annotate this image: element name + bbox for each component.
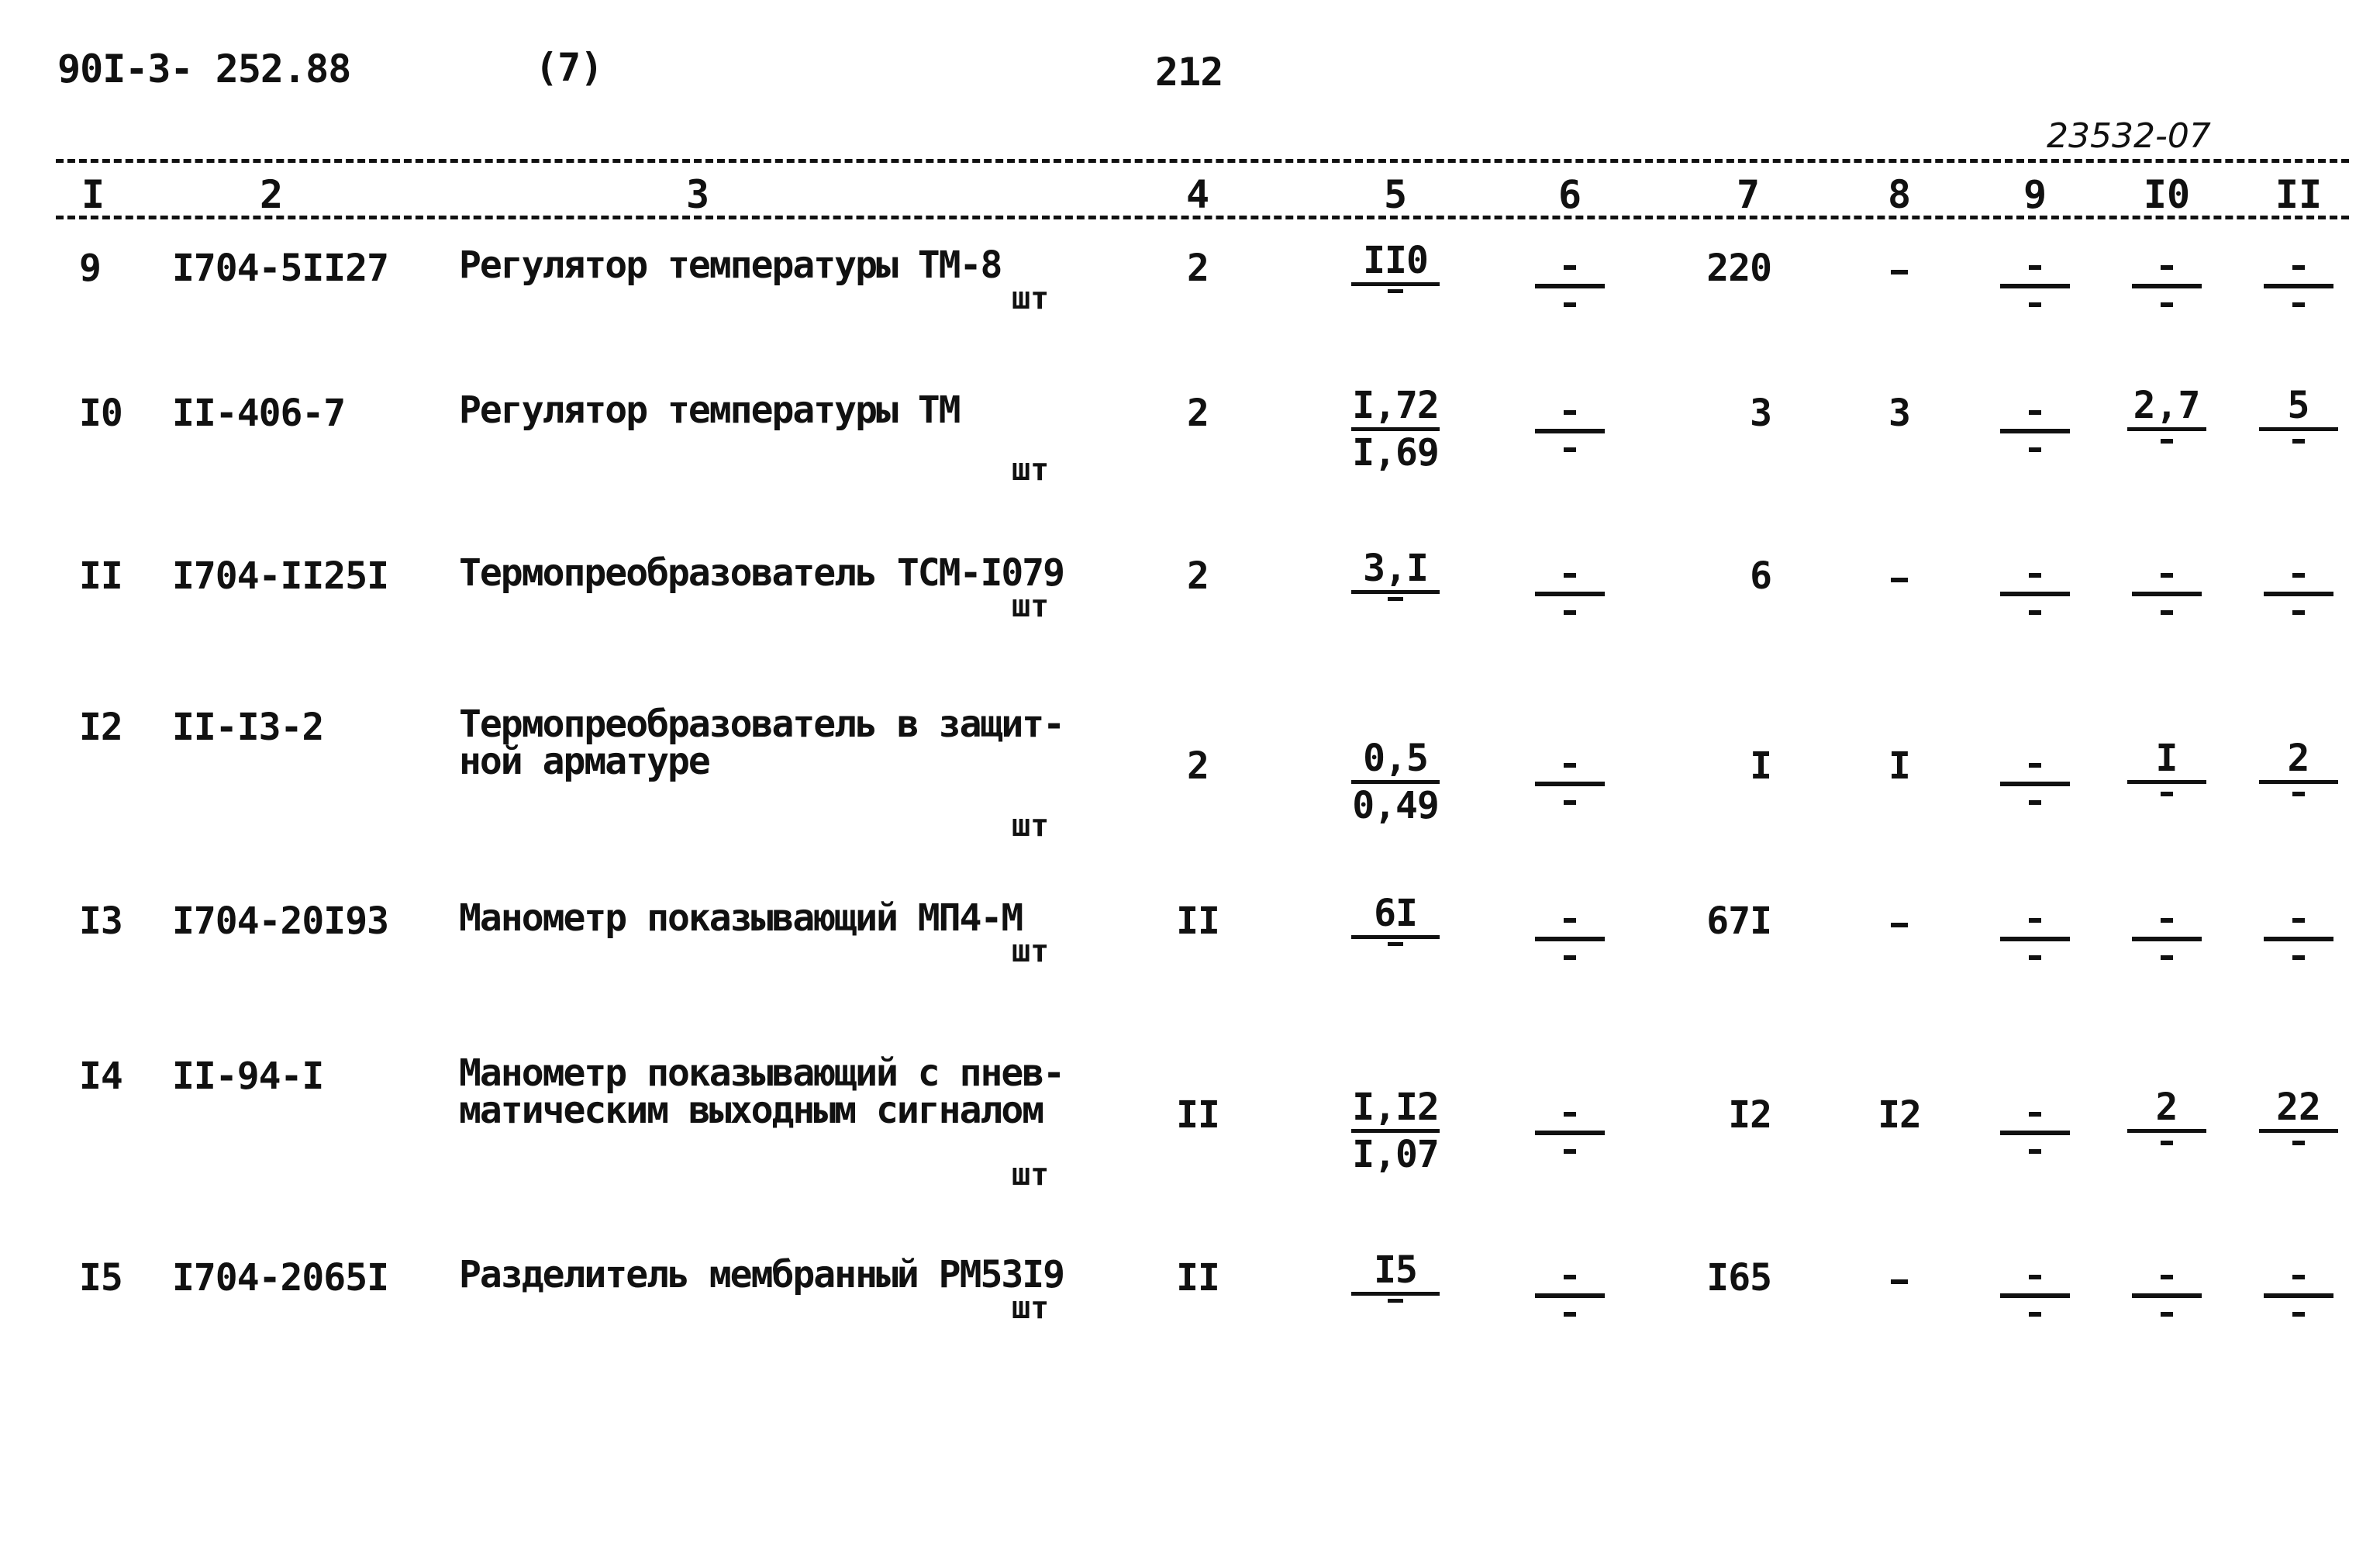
dash-fraction-mark — [1535, 265, 1605, 312]
fraction-denominator-dash — [1388, 942, 1403, 946]
quantity: II — [1176, 1093, 1219, 1137]
weight-fraction — [1345, 240, 1446, 293]
empty-dash — [1891, 923, 1908, 927]
item-code: II-I3-2 — [172, 706, 324, 749]
fraction-denominator: 0,49 — [1352, 784, 1439, 827]
dash-fraction-mark — [2000, 1112, 2070, 1158]
fraction-bar — [1351, 935, 1440, 939]
unit-label: шт — [1012, 934, 1050, 969]
fraction-numerator: I — [2155, 737, 2178, 780]
dash-fraction-mark — [2264, 1275, 2333, 1321]
item-name: Разделитель мембранный РМ53I9 — [459, 1253, 1064, 1296]
column-header: 6 — [1557, 172, 1582, 217]
quantity: 2 — [1187, 247, 1209, 290]
row-number: 9 — [79, 247, 101, 290]
column-header: 2 — [259, 172, 284, 217]
weight-fraction — [1345, 548, 1446, 601]
row-number: I5 — [79, 1256, 122, 1300]
row-number: II — [79, 554, 122, 598]
dash-fraction-mark — [2000, 265, 2070, 312]
fraction-value — [2124, 385, 2209, 444]
dash-fraction-mark — [2264, 265, 2333, 312]
row-number: I3 — [79, 899, 122, 943]
column-header: I0 — [2143, 172, 2191, 217]
item-name: Термопреобразователь ТСМ-I079 — [459, 551, 1064, 595]
fraction-numerator: 2 — [2155, 1086, 2178, 1129]
handwritten-number: 23532-07 — [2047, 116, 2211, 156]
value-col-7: 220 — [1706, 247, 1771, 290]
item-name: ной арматуре — [459, 740, 709, 783]
fraction-denominator-dash — [1388, 597, 1403, 601]
dash-fraction-mark — [2132, 918, 2202, 965]
dash-fraction-mark — [2132, 1275, 2202, 1321]
unit-label: шт — [1012, 281, 1050, 316]
fraction-numerator: 3,I — [1363, 547, 1428, 590]
fraction-bar — [2127, 780, 2206, 784]
fraction-value — [2256, 1087, 2341, 1145]
fraction-denominator: I,69 — [1352, 431, 1439, 475]
value-col-7: 6 — [1750, 554, 1771, 598]
item-code: I704-2065I — [172, 1256, 388, 1300]
weight-fraction — [1345, 1250, 1446, 1303]
weight-fraction — [1345, 738, 1446, 826]
fraction-bar — [1351, 282, 1440, 286]
value-col-7: I65 — [1706, 1256, 1771, 1300]
fraction-denominator-dash — [2292, 792, 2305, 796]
fraction-numerator: 2,7 — [2133, 384, 2201, 427]
fraction-numerator: II0 — [1363, 239, 1428, 282]
fraction-denominator-dash — [2292, 1141, 2305, 1145]
fraction-denominator-dash — [2161, 792, 2173, 796]
fraction-denominator: I,07 — [1352, 1133, 1439, 1176]
column-header: I — [81, 172, 105, 217]
value-col-8: I — [1888, 744, 1910, 788]
dash-fraction-mark — [2132, 265, 2202, 312]
dash-fraction-mark — [1535, 763, 1605, 810]
fraction-denominator-dash — [2161, 439, 2173, 444]
weight-fraction — [1345, 893, 1446, 946]
fraction-value — [2256, 738, 2341, 796]
value-col-7: 67I — [1706, 899, 1771, 943]
column-header: II — [2275, 172, 2323, 217]
fraction-value — [2124, 1087, 2209, 1145]
dash-fraction-mark — [2264, 918, 2333, 965]
empty-dash — [1891, 578, 1908, 582]
fraction-value — [2256, 385, 2341, 444]
fraction-bar — [1351, 1292, 1440, 1296]
weight-fraction — [1345, 1087, 1446, 1175]
quantity: II — [1176, 1256, 1219, 1300]
page-number: 212 — [1155, 50, 1223, 95]
item-name: Регулятор температуры ТМ-8 — [459, 243, 1002, 287]
fraction-bar — [2127, 1129, 2206, 1133]
item-name: Манометр показывающий МП4-М — [459, 896, 1023, 940]
item-code: I704-20I93 — [172, 899, 388, 943]
column-header: 9 — [2023, 172, 2047, 217]
fraction-numerator: I,I2 — [1352, 1086, 1439, 1129]
dash-fraction-mark — [2000, 410, 2070, 457]
fraction-bar — [1351, 590, 1440, 594]
value-col-8: I2 — [1878, 1093, 1921, 1137]
fraction-numerator: 0,5 — [1363, 737, 1428, 780]
dash-fraction-mark — [1535, 1112, 1605, 1158]
unit-label: шт — [1012, 1290, 1050, 1326]
fraction-numerator: 2 — [2287, 737, 2310, 780]
empty-dash — [1891, 1279, 1908, 1284]
dash-fraction-mark — [1535, 1275, 1605, 1321]
item-name: Термопреобразователь в защит- — [459, 703, 1064, 746]
fraction-denominator-dash — [1388, 289, 1403, 293]
item-code: II-406-7 — [172, 392, 346, 435]
quantity: 2 — [1187, 392, 1209, 435]
item-name: Регулятор температуры ТМ — [459, 388, 960, 432]
unit-label: шт — [1012, 452, 1050, 488]
dash-fraction-mark — [1535, 573, 1605, 620]
fraction-bar — [2259, 427, 2338, 431]
quantity: 2 — [1187, 744, 1209, 788]
fraction-numerator: I5 — [1374, 1248, 1417, 1292]
weight-fraction — [1345, 385, 1446, 473]
row-number: I4 — [79, 1055, 122, 1098]
fraction-bar — [2127, 427, 2206, 431]
row-number: I0 — [79, 392, 122, 435]
dash-fraction-mark — [2000, 1275, 2070, 1321]
value-col-7: I — [1750, 744, 1771, 788]
fraction-value — [2124, 738, 2209, 796]
item-code: I704-II25I — [172, 554, 388, 598]
header-rule-top — [56, 159, 2349, 163]
fraction-bar — [2259, 1129, 2338, 1133]
dash-fraction-mark — [2132, 573, 2202, 620]
fraction-denominator-dash — [2292, 439, 2305, 444]
fraction-denominator-dash — [1388, 1299, 1403, 1303]
value-col-7: I2 — [1728, 1093, 1771, 1137]
fraction-numerator: 6I — [1374, 892, 1417, 935]
unit-label: шт — [1012, 808, 1050, 844]
dash-fraction-mark — [1535, 410, 1605, 457]
dash-fraction-mark — [2000, 763, 2070, 810]
fraction-numerator: I,72 — [1352, 384, 1439, 427]
item-code: II-94-I — [172, 1055, 324, 1098]
empty-dash — [1891, 270, 1908, 274]
fraction-denominator-dash — [2161, 1141, 2173, 1145]
fraction-bar — [2259, 780, 2338, 784]
column-header: 8 — [1887, 172, 1912, 217]
item-code: I704-5II27 — [172, 247, 388, 290]
sheet-number: (7) — [535, 45, 603, 90]
column-header: 7 — [1736, 172, 1761, 217]
dash-fraction-mark — [1535, 918, 1605, 965]
item-name: Манометр показывающий с пнев- — [459, 1051, 1064, 1095]
column-header: 3 — [685, 172, 710, 217]
item-name: матическим выходным сигналом — [459, 1089, 1043, 1132]
fraction-numerator: 22 — [2276, 1086, 2321, 1129]
dash-fraction-mark — [2264, 573, 2333, 620]
dash-fraction-mark — [2000, 918, 2070, 965]
document-code: 90I-3- 252.88 — [57, 47, 351, 91]
value-col-8: 3 — [1888, 392, 1910, 435]
row-number: I2 — [79, 706, 122, 749]
column-header: 4 — [1185, 172, 1210, 217]
quantity: II — [1176, 899, 1219, 943]
column-header: 5 — [1383, 172, 1408, 217]
value-col-7: 3 — [1750, 392, 1771, 435]
unit-label: шт — [1012, 589, 1050, 624]
unit-label: шт — [1012, 1157, 1050, 1193]
fraction-numerator: 5 — [2287, 384, 2310, 427]
dash-fraction-mark — [2000, 573, 2070, 620]
quantity: 2 — [1187, 554, 1209, 598]
